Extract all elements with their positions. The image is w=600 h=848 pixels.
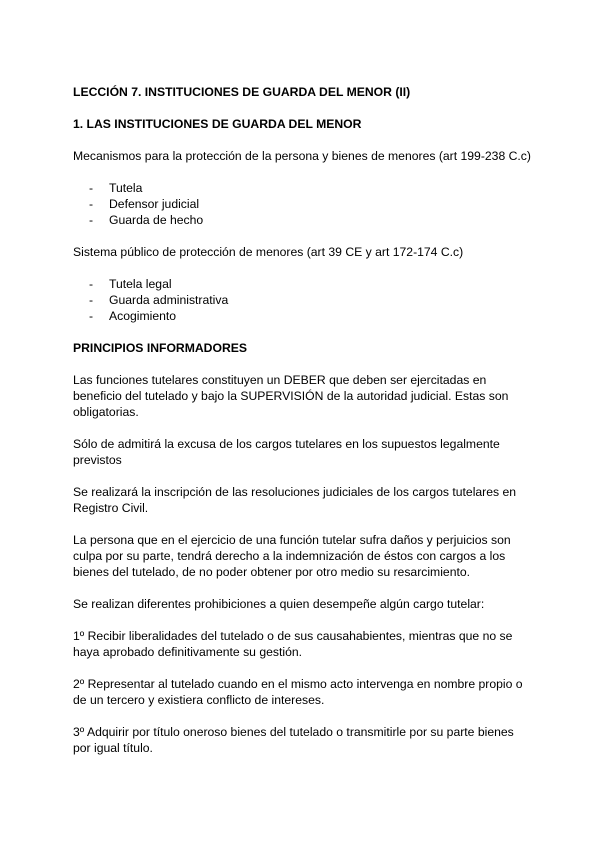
list-item: [73, 292, 533, 308]
paragraph: 3º Adquirir por título oneroso bienes del tutelado o transmitirle por su parte bienes por igual título.: [73, 725, 514, 755]
list-dash: -: [89, 293, 94, 307]
section-heading: 1. LAS INSTITUCIONES DE GUARDA DEL MENOR: [73, 117, 362, 131]
list-item: [73, 180, 533, 196]
list-item-text: Guarda administrativa: [109, 293, 229, 307]
mecanismos-list: [73, 180, 533, 228]
list-dash: -: [89, 277, 94, 291]
mecanismos-intro: Mecanismos para la protección de la persona y bienes de menores (art 199-238 C.c): [73, 149, 531, 163]
list-item-text: Tutela: [109, 181, 143, 195]
list-item-text: Acogimiento: [109, 309, 177, 323]
principios-heading: PRINCIPIOS INFORMADORES: [73, 341, 248, 355]
list-item: [73, 308, 533, 324]
paragraph: 1º Recibir liberalidades del tutelado o de sus causahabientes, mientras que no se haya aprobado definitivamente su gestión.: [73, 629, 513, 659]
lesson-title: LECCIÓN 7. INSTITUCIONES DE GUARDA DEL MENOR (II): [73, 85, 411, 99]
sistema-list: [73, 276, 533, 324]
list-item-text: Tutela legal: [109, 277, 172, 291]
paragraph: Se realizará la inscripción de las resoluciones judiciales de los cargos tutelares en Registro Civil.: [73, 485, 517, 515]
paragraph: La persona que en el ejercicio de una función tutelar sufra daños y perjuicios son culpa por su parte, tendrá derecho a la indemnización de éstos con cargos a los bienes del tutelado, de no poder obtener por otro medio su resarcimiento.: [73, 533, 511, 579]
paragraph: Sólo de admitirá la excusa de los cargos tutelares en los supuestos legalmente previstos: [73, 437, 500, 467]
list-dash: -: [89, 213, 94, 227]
list-dash: -: [89, 309, 94, 323]
paragraph: Se realizan diferentes prohibiciones a quien desempeñe algún cargo tutelar:: [73, 597, 485, 611]
document-page: [73, 84, 533, 772]
list-item: [73, 212, 533, 228]
sistema-intro: Sistema público de protección de menores (art 39 CE y art 172-174 C.c): [73, 245, 464, 259]
list-dash: -: [89, 181, 94, 195]
paragraph: Las funciones tutelares constituyen un DEBER que deben ser ejercitadas en beneficio del tutelado y bajo la SUPERVISIÓN de la autoridad judicial. Estas son obligatorias.: [73, 373, 509, 419]
list-item: [73, 276, 533, 292]
list-item-text: Defensor judicial: [109, 197, 200, 211]
list-item-text: Guarda de hecho: [109, 213, 204, 227]
list-dash: -: [89, 197, 94, 211]
paragraph: 2º Representar al tutelado cuando en el mismo acto intervenga en nombre propio o de un tercero y existiera conflicto de intereses.: [73, 677, 523, 707]
list-item: [73, 196, 533, 212]
